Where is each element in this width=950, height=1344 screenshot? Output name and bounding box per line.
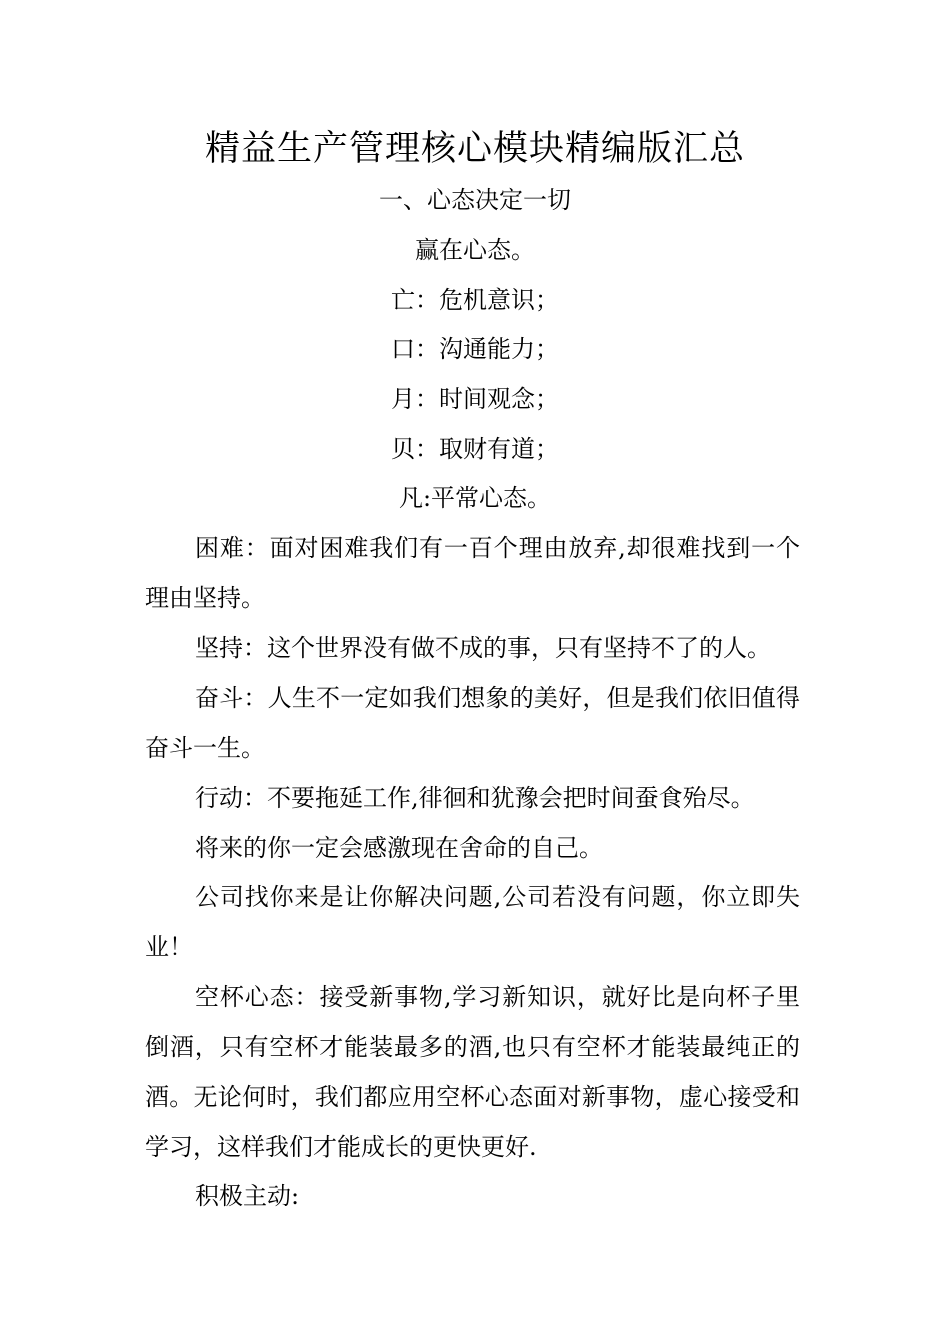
paragraph-struggle: 奋斗：人生不一定如我们想象的美好，但是我们依旧值得奋斗一生。 [145, 684, 800, 762]
center-line-1: 亡：危机意识； [391, 286, 559, 314]
paragraph-company: 公司找你来是让你解决问题,公司若没有问题，你立即失业！ [145, 883, 800, 961]
paragraph-difficulty: 困难：面对困难我们有一百个理由放弃,却很难找到一个理由坚持。 [145, 534, 800, 612]
section-heading: 一、心态决定一切 [379, 186, 571, 214]
center-line-3: 月：时间观念； [391, 385, 559, 413]
center-line-5: 凡:平常心态。 [398, 484, 552, 512]
center-line-4: 贝：取财有道； [391, 435, 559, 463]
paragraph-proactive: 积极主动: [195, 1182, 300, 1210]
document-title: 精益生产管理核心模块精编版汇总 [204, 129, 745, 169]
center-line-2: 口：沟通能力； [391, 335, 559, 363]
center-line-0: 赢在心态。 [415, 236, 535, 264]
paragraph-empty-cup: 空杯心态：接受新事物,学习新知识，就好比是向杯子里倒酒，只有空杯才能装最多的酒,也只有空杯才能装最纯正的酒。无论何时，我们都应用空杯心态面对新事物，虚心接受和学习，这样我们才能成长的更快更好. [145, 983, 800, 1161]
paragraph-future-self: 将来的你一定会感激现在舍命的自己。 [195, 834, 603, 862]
paragraph-persistence: 坚持：这个世界没有做不成的事，只有坚持不了的人。 [195, 634, 771, 662]
paragraph-action: 行动：不要拖延工作,徘徊和犹豫会把时间蚕食殆尽。 [195, 784, 755, 812]
